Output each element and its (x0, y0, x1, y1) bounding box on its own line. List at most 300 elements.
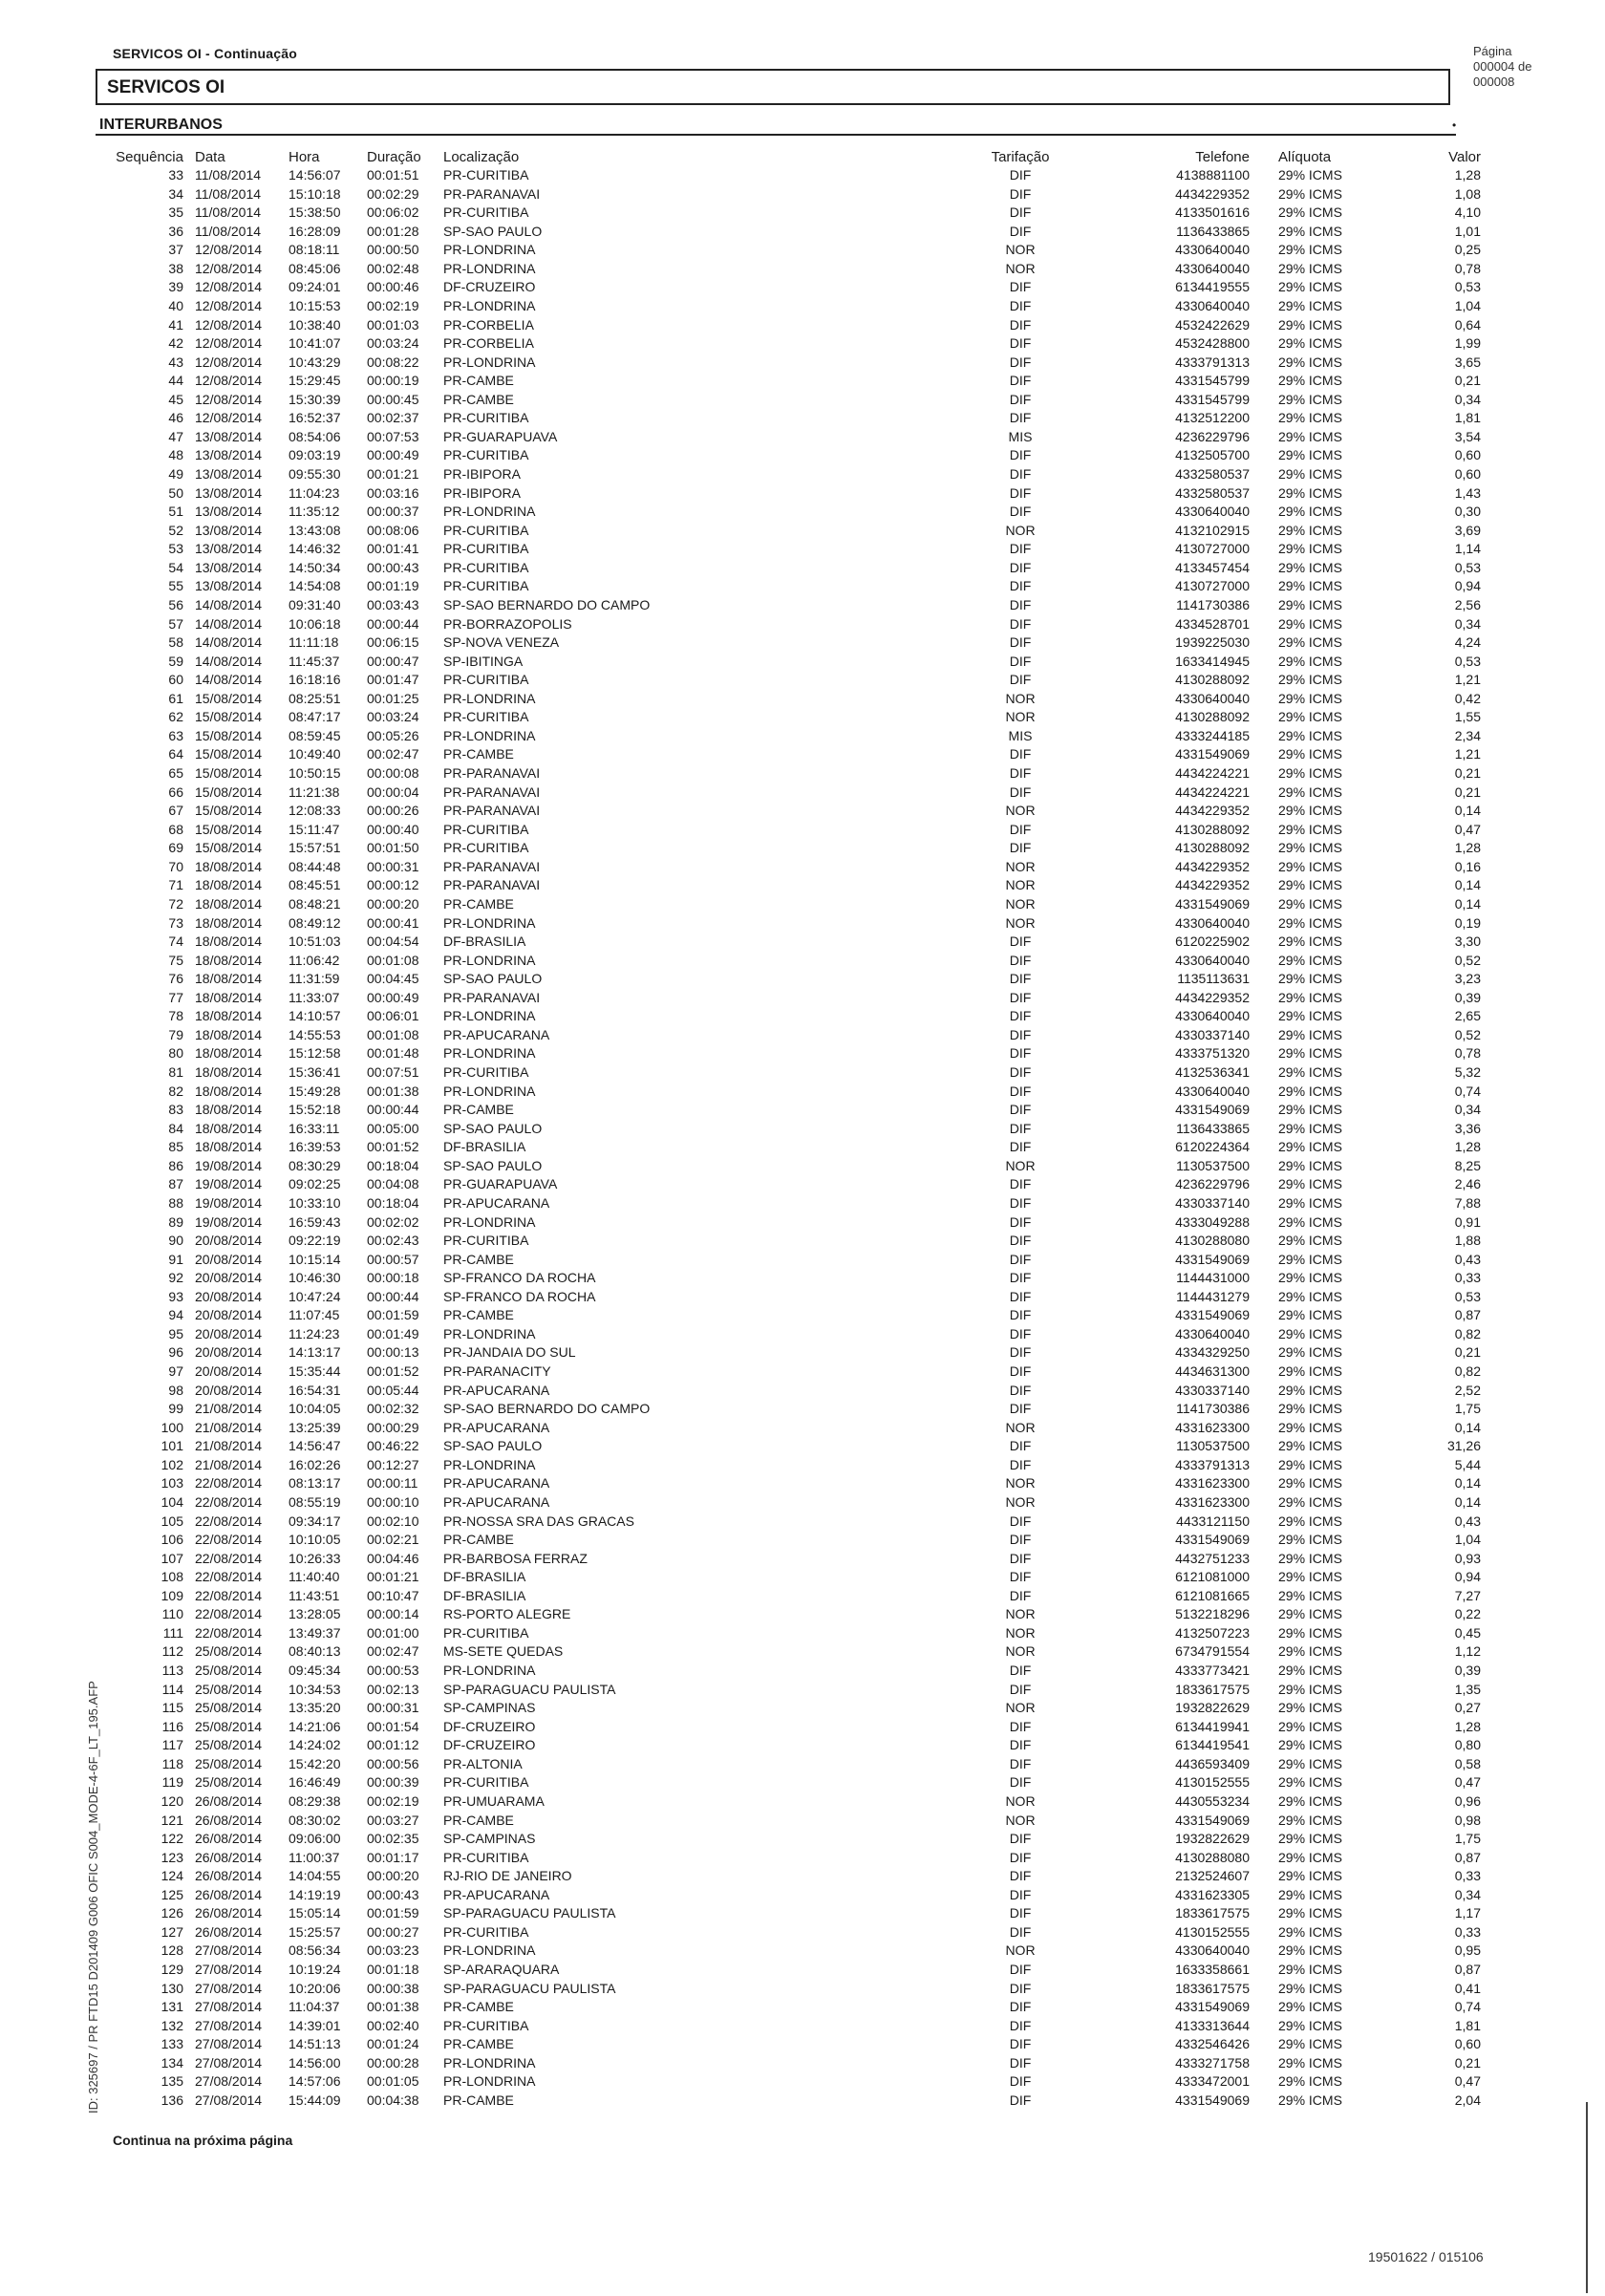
cell-valor: 0,25 (1454, 242, 1481, 258)
cell-valor: 1,28 (1454, 840, 1481, 856)
cell-sequencia: 37 (168, 242, 183, 258)
cell-localizacao: PR-LONDRINA (443, 260, 536, 276)
cell-duracao: 00:05:44 (367, 1382, 419, 1398)
cell-duracao: 00:01:03 (367, 316, 419, 333)
cell-hora: 10:15:14 (289, 1251, 341, 1267)
table-row (96, 970, 1481, 989)
cell-sequencia: 136 (160, 2092, 183, 2108)
cell-hora: 10:26:33 (289, 1550, 341, 1566)
cell-valor: 1,28 (1454, 1718, 1481, 1734)
cell-data: 15/08/2014 (195, 783, 263, 800)
cell-duracao: 00:04:54 (367, 933, 419, 950)
cell-aliquota: 29% ICMS (1278, 260, 1342, 276)
cell-telefone: 4330640040 (1175, 260, 1250, 276)
cell-telefone: 4330640040 (1175, 1942, 1250, 1959)
cell-sequencia: 45 (168, 391, 183, 407)
cell-data: 27/08/2014 (195, 1962, 263, 1977)
table-row (96, 1288, 1481, 1307)
cell-aliquota: 29% ICMS (1278, 1176, 1342, 1192)
cell-data: 12/08/2014 (195, 279, 263, 295)
cell-telefone: 1833617575 (1175, 1681, 1250, 1697)
cell-localizacao: PR-LONDRINA (443, 297, 536, 313)
cell-telefone: 4436593409 (1175, 1755, 1250, 1771)
cell-localizacao: MS-SETE QUEDAS (443, 1643, 564, 1660)
cell-valor: 1,14 (1454, 541, 1481, 557)
table-row (96, 1083, 1481, 1102)
cell-data: 25/08/2014 (195, 1755, 263, 1771)
cell-hora: 08:49:12 (289, 914, 341, 931)
cell-valor: 2,65 (1454, 1008, 1481, 1024)
cell-telefone: 4330640040 (1175, 1008, 1250, 1024)
table-row (96, 1587, 1481, 1606)
cell-tarifacao: NOR (1005, 709, 1036, 725)
table-row (96, 764, 1481, 783)
cell-tarifacao: DIF (1009, 1344, 1032, 1361)
cell-tarifacao: DIF (1009, 1962, 1032, 1977)
cell-hora: 14:13:17 (289, 1344, 341, 1361)
cell-valor: 0,87 (1454, 1849, 1481, 1865)
col-header-tarifacao: Tarifação (991, 149, 1050, 165)
cell-valor: 0,53 (1454, 653, 1481, 669)
cell-sequencia: 66 (168, 783, 183, 800)
cell-data: 12/08/2014 (195, 410, 263, 426)
cell-sequencia: 129 (160, 1962, 183, 1977)
cell-telefone: 4331545799 (1175, 391, 1250, 407)
cell-duracao: 00:01:51 (367, 167, 419, 182)
cell-data: 18/08/2014 (195, 952, 263, 968)
cell-valor: 3,36 (1454, 1120, 1481, 1136)
table-row (96, 1681, 1481, 1700)
cell-sequencia: 111 (162, 1624, 183, 1641)
cell-telefone: 4132536341 (1175, 1064, 1250, 1080)
cell-localizacao: PR-CAMBE (443, 1251, 514, 1267)
cell-localizacao: SP-PARAGUACU PAULISTA (443, 1905, 616, 1921)
cell-aliquota: 29% ICMS (1278, 578, 1342, 594)
table-row (96, 1251, 1481, 1270)
cell-hora: 14:51:13 (289, 2036, 341, 2052)
cell-valor: 0,21 (1454, 2054, 1481, 2071)
cell-telefone: 4434229352 (1175, 989, 1250, 1005)
cell-aliquota: 29% ICMS (1278, 1401, 1342, 1417)
cell-data: 26/08/2014 (195, 1923, 263, 1940)
cell-tarifacao: DIF (1009, 1456, 1032, 1472)
cell-localizacao: PR-UMUARAMA (443, 1792, 545, 1809)
cell-hora: 16:39:53 (289, 1139, 341, 1155)
cell-aliquota: 29% ICMS (1278, 858, 1342, 874)
table-row (96, 1007, 1481, 1026)
cell-aliquota: 29% ICMS (1278, 391, 1342, 407)
cell-tarifacao: DIF (1009, 1120, 1032, 1136)
cell-data: 25/08/2014 (195, 1737, 263, 1753)
cell-data: 13/08/2014 (195, 447, 263, 463)
cell-aliquota: 29% ICMS (1278, 297, 1342, 313)
cell-hora: 16:33:11 (289, 1120, 340, 1136)
cell-localizacao: PR-APUCARANA (443, 1382, 550, 1398)
cell-valor: 0,93 (1454, 1550, 1481, 1566)
cell-telefone: 1130537500 (1176, 1157, 1250, 1173)
cell-hora: 09:34:17 (289, 1513, 341, 1529)
cell-data: 15/08/2014 (195, 727, 263, 743)
cell-sequencia: 53 (168, 541, 183, 557)
cell-valor: 0,34 (1454, 1102, 1481, 1118)
cell-localizacao: SP-SAO BERNARDO DO CAMPO (443, 1401, 651, 1417)
cell-hora: 14:46:32 (289, 541, 341, 557)
cell-valor: 1,28 (1454, 1139, 1481, 1155)
cell-aliquota: 29% ICMS (1278, 2073, 1342, 2090)
cell-localizacao: DF-BRASILIA (443, 1587, 526, 1603)
cell-localizacao: PR-LONDRINA (443, 914, 536, 931)
cell-hora: 15:05:14 (289, 1905, 341, 1921)
cell-sequencia: 81 (168, 1064, 183, 1080)
cell-tarifacao: DIF (1009, 447, 1032, 463)
cell-sequencia: 107 (160, 1550, 183, 1566)
cell-aliquota: 29% ICMS (1278, 877, 1342, 893)
cell-telefone: 4434229352 (1175, 877, 1250, 893)
cell-localizacao: PR-LONDRINA (443, 354, 536, 370)
cell-localizacao: PR-LONDRINA (443, 2054, 536, 2071)
cell-sequencia: 79 (168, 1026, 183, 1042)
cell-data: 15/08/2014 (195, 690, 263, 706)
cell-tarifacao: DIF (1009, 840, 1032, 856)
cell-localizacao: SP-SAO PAULO (443, 1120, 543, 1136)
cell-hora: 13:35:20 (289, 1700, 341, 1716)
cell-tarifacao: DIF (1009, 1587, 1032, 1603)
cell-data: 22/08/2014 (195, 1532, 263, 1548)
cell-duracao: 00:03:16 (367, 484, 419, 501)
cell-data: 13/08/2014 (195, 578, 263, 594)
table-row (96, 1642, 1481, 1662)
cell-valor: 0,33 (1454, 1270, 1481, 1286)
cell-localizacao: SP-FRANCO DA ROCHA (443, 1288, 596, 1304)
cell-localizacao: PR-LONDRINA (443, 1083, 536, 1099)
cell-duracao: 00:12:27 (367, 1456, 419, 1472)
cell-sequencia: 135 (160, 2073, 183, 2090)
cell-duracao: 00:02:47 (367, 1643, 419, 1660)
cell-hora: 15:38:50 (289, 204, 341, 221)
cell-hora: 16:46:49 (289, 1774, 341, 1791)
side-document-id: ID: 325697 / PR FTD15 D201409 G006 OFIC S004_MODE-4-6F_LT_195.AFP (86, 1681, 100, 2114)
cell-tarifacao: MIS (1008, 727, 1033, 743)
cell-aliquota: 29% ICMS (1278, 1213, 1342, 1230)
cell-tarifacao: DIF (1009, 2073, 1032, 2090)
cell-sequencia: 124 (160, 1868, 183, 1884)
cell-data: 21/08/2014 (195, 1456, 263, 1472)
cell-tarifacao: DIF (1009, 952, 1032, 968)
cell-sequencia: 125 (160, 1886, 183, 1902)
cell-telefone: 4130152555 (1175, 1774, 1250, 1791)
cell-localizacao: PR-CAMBE (443, 1307, 514, 1323)
cell-sequencia: 48 (168, 447, 183, 463)
cell-sequencia: 72 (168, 895, 183, 912)
cell-tarifacao: DIF (1009, 391, 1032, 407)
cell-localizacao: PR-PARANAVAI (443, 765, 541, 781)
cell-aliquota: 29% ICMS (1278, 1737, 1342, 1753)
cell-hora: 14:39:01 (289, 2017, 341, 2033)
cell-hora: 08:44:48 (289, 858, 341, 874)
cell-data: 25/08/2014 (195, 1643, 263, 1660)
cell-data: 26/08/2014 (195, 1849, 263, 1865)
cell-valor: 0,94 (1454, 578, 1481, 594)
cell-localizacao: PR-BARBOSA FERRAZ (443, 1550, 588, 1566)
cell-sequencia: 78 (168, 1008, 183, 1024)
cell-valor: 3,65 (1454, 354, 1481, 370)
table-row (96, 858, 1481, 877)
cell-telefone: 6134419555 (1175, 279, 1250, 295)
cell-valor: 5,44 (1454, 1456, 1481, 1472)
cell-data: 13/08/2014 (195, 559, 263, 575)
cell-data: 15/08/2014 (195, 821, 263, 837)
cell-localizacao: PR-CURITIBA (443, 1849, 529, 1865)
cell-duracao: 00:01:47 (367, 672, 419, 688)
cell-localizacao: SP-PARAGUACU PAULISTA (443, 1681, 616, 1697)
cell-aliquota: 29% ICMS (1278, 1363, 1342, 1379)
cell-sequencia: 35 (168, 204, 183, 221)
cell-duracao: 00:00:37 (367, 504, 419, 520)
cell-sequencia: 91 (168, 1251, 183, 1267)
cell-tarifacao: DIF (1009, 1999, 1032, 2015)
cell-telefone: 1141730386 (1176, 596, 1250, 612)
cell-telefone: 4331623300 (1175, 1419, 1250, 1435)
cell-hora: 15:35:44 (289, 1363, 341, 1379)
table-row (96, 1400, 1481, 1419)
cell-sequencia: 106 (160, 1532, 183, 1548)
cell-hora: 14:19:19 (289, 1886, 341, 1902)
cell-valor: 1,81 (1454, 410, 1481, 426)
cell-hora: 11:24:23 (289, 1325, 340, 1341)
cell-telefone: 6120224364 (1175, 1139, 1250, 1155)
cell-data: 11/08/2014 (195, 204, 262, 221)
cell-telefone: 4332580537 (1175, 484, 1250, 501)
cell-data: 18/08/2014 (195, 1102, 263, 1118)
cell-tarifacao: DIF (1009, 279, 1032, 295)
cell-tarifacao: DIF (1009, 596, 1032, 612)
cell-sequencia: 33 (168, 167, 183, 182)
cell-duracao: 00:00:20 (367, 1868, 419, 1884)
cell-localizacao: SP-FRANCO DA ROCHA (443, 1270, 596, 1286)
cell-telefone: 4430553234 (1175, 1792, 1250, 1809)
cell-localizacao: PR-APUCARANA (443, 1493, 550, 1510)
cell-tarifacao: NOR (1005, 803, 1036, 819)
cell-valor: 0,82 (1454, 1363, 1481, 1379)
cell-tarifacao: DIF (1009, 1213, 1032, 1230)
cell-duracao: 00:00:31 (367, 1700, 419, 1716)
cell-valor: 0,78 (1454, 260, 1481, 276)
cell-hora: 11:35:12 (289, 504, 340, 520)
cell-valor: 1,88 (1454, 1233, 1481, 1249)
cell-hora: 16:28:09 (289, 223, 341, 239)
cell-data: 20/08/2014 (195, 1270, 263, 1286)
cell-hora: 08:29:38 (289, 1792, 341, 1809)
cell-valor: 0,53 (1454, 279, 1481, 295)
cell-aliquota: 29% ICMS (1278, 783, 1342, 800)
cell-duracao: 00:02:35 (367, 1831, 419, 1847)
cell-duracao: 00:02:29 (367, 185, 419, 202)
cell-duracao: 00:03:43 (367, 596, 419, 612)
cell-tarifacao: NOR (1005, 1812, 1036, 1828)
table-row (96, 2072, 1481, 2092)
cell-hora: 10:43:29 (289, 354, 341, 370)
cell-aliquota: 29% ICMS (1278, 1606, 1342, 1622)
cell-tarifacao: DIF (1009, 1401, 1032, 1417)
cell-hora: 08:30:02 (289, 1812, 341, 1828)
cell-valor: 7,88 (1454, 1194, 1481, 1211)
col-header-aliquota: Alíquota (1278, 149, 1332, 165)
cell-valor: 0,14 (1454, 1475, 1481, 1491)
cell-sequencia: 112 (161, 1643, 183, 1660)
cell-localizacao: PR-CURITIBA (443, 447, 529, 463)
cell-valor: 0,21 (1454, 765, 1481, 781)
cell-data: 27/08/2014 (195, 2092, 263, 2108)
cell-localizacao: PR-CURITIBA (443, 204, 529, 221)
cell-tarifacao: DIF (1009, 185, 1032, 202)
cell-localizacao: PR-ALTONIA (443, 1755, 523, 1771)
cell-duracao: 00:04:45 (367, 971, 419, 987)
cell-duracao: 00:01:24 (367, 2036, 419, 2052)
cell-telefone: 4331545799 (1175, 373, 1250, 389)
document-header-line: SERVICOS OI - Continuação (113, 46, 297, 61)
table-row (96, 1513, 1481, 1532)
cell-telefone: 4130727000 (1175, 541, 1250, 557)
cell-data: 18/08/2014 (195, 877, 263, 893)
cell-telefone: 4133313644 (1175, 2017, 1250, 2033)
cell-data: 20/08/2014 (195, 1382, 263, 1398)
cell-hora: 10:10:05 (289, 1532, 341, 1548)
cell-data: 12/08/2014 (195, 260, 263, 276)
cell-valor: 0,43 (1454, 1251, 1481, 1267)
cell-tarifacao: DIF (1009, 1737, 1032, 1753)
cell-localizacao: PR-CAMBE (443, 1812, 514, 1828)
cell-valor: 0,95 (1454, 1942, 1481, 1959)
cell-tarifacao: NOR (1005, 1792, 1036, 1809)
cell-tarifacao: DIF (1009, 1102, 1032, 1118)
table-row (96, 1998, 1481, 2017)
section-title-box (96, 69, 1450, 105)
cell-data: 15/08/2014 (195, 840, 263, 856)
cell-hora: 14:56:00 (289, 2054, 341, 2071)
cell-telefone: 1833617575 (1175, 1905, 1250, 1921)
cell-duracao: 00:02:47 (367, 746, 419, 762)
cell-data: 13/08/2014 (195, 522, 263, 538)
cell-localizacao: PR-CURITIBA (443, 1923, 529, 1940)
cell-valor: 1,12 (1454, 1643, 1481, 1660)
col-header-data: Data (195, 149, 225, 165)
table-row (96, 204, 1481, 223)
cell-data: 22/08/2014 (195, 1587, 263, 1603)
cell-sequencia: 102 (160, 1456, 183, 1472)
cell-valor: 1,21 (1454, 672, 1481, 688)
cell-valor: 2,04 (1454, 2092, 1481, 2108)
cell-aliquota: 29% ICMS (1278, 1663, 1342, 1678)
cell-localizacao: PR-PARANACITY (443, 1363, 551, 1379)
cell-localizacao: PR-BORRAZOPOLIS (443, 615, 572, 632)
calls-table (96, 149, 1481, 2111)
cell-duracao: 00:00:20 (367, 895, 419, 912)
cell-duracao: 00:00:13 (367, 1344, 419, 1361)
table-row (96, 1923, 1481, 1942)
cell-hora: 10:41:07 (289, 335, 341, 352)
cell-aliquota: 29% ICMS (1278, 1700, 1342, 1716)
cell-duracao: 00:02:32 (367, 1401, 419, 1417)
cell-sequencia: 126 (160, 1905, 183, 1921)
cell-aliquota: 29% ICMS (1278, 803, 1342, 819)
cell-telefone: 4130288092 (1175, 672, 1250, 688)
cell-telefone: 4434224221 (1175, 783, 1250, 800)
cell-localizacao: DF-BRASILIA (443, 933, 526, 950)
cell-duracao: 00:01:25 (367, 690, 419, 706)
cell-telefone: 4331549069 (1175, 895, 1250, 912)
cell-sequencia: 131 (160, 1999, 183, 2015)
cell-tarifacao: DIF (1009, 1849, 1032, 1865)
cell-telefone: 4330640040 (1175, 914, 1250, 931)
cell-sequencia: 80 (168, 1045, 183, 1062)
cell-data: 18/08/2014 (195, 1120, 263, 1136)
cell-aliquota: 29% ICMS (1278, 1438, 1342, 1454)
cell-tarifacao: NOR (1005, 1493, 1036, 1510)
cell-valor: 0,27 (1454, 1700, 1481, 1716)
cell-data: 12/08/2014 (195, 297, 263, 313)
cell-valor: 2,52 (1454, 1382, 1481, 1398)
cell-data: 25/08/2014 (195, 1774, 263, 1791)
cell-hora: 08:18:11 (289, 242, 340, 258)
cell-tarifacao: DIF (1009, 1886, 1032, 1902)
cell-duracao: 00:00:38 (367, 1980, 419, 1996)
cell-hora: 10:34:53 (289, 1681, 341, 1697)
cell-telefone: 4331623300 (1175, 1493, 1250, 1510)
cell-sequencia: 47 (168, 428, 183, 444)
cell-data: 18/08/2014 (195, 933, 263, 950)
cell-localizacao: RJ-RIO DE JANEIRO (443, 1868, 572, 1884)
cell-sequencia: 59 (168, 653, 183, 669)
table-row (96, 690, 1481, 709)
cell-data: 14/08/2014 (195, 672, 263, 688)
cell-sequencia: 94 (168, 1307, 183, 1323)
cell-localizacao: PR-LONDRINA (443, 1008, 536, 1024)
cell-hora: 10:46:30 (289, 1270, 341, 1286)
cell-sequencia: 63 (168, 727, 183, 743)
col-header-valor: Valor (1448, 149, 1481, 165)
cell-telefone: 4330337140 (1175, 1194, 1250, 1211)
table-row (96, 671, 1481, 690)
cell-hora: 15:42:20 (289, 1755, 341, 1771)
cell-telefone: 1633358661 (1175, 1962, 1250, 1977)
cell-hora: 14:04:55 (289, 1868, 341, 1884)
cell-hora: 13:25:39 (289, 1419, 341, 1435)
cell-hora: 08:45:51 (289, 877, 341, 893)
cell-localizacao: PR-APUCARANA (443, 1419, 550, 1435)
cell-sequencia: 103 (160, 1475, 183, 1491)
cell-aliquota: 29% ICMS (1278, 690, 1342, 706)
cell-hora: 08:13:17 (289, 1475, 341, 1491)
cell-duracao: 00:08:06 (367, 522, 419, 538)
cell-localizacao: PR-APUCARANA (443, 1475, 550, 1491)
cell-sequencia: 88 (168, 1194, 183, 1211)
cell-sequencia: 38 (168, 260, 183, 276)
cell-tarifacao: DIF (1009, 1176, 1032, 1192)
cell-duracao: 00:01:00 (367, 1624, 419, 1641)
table-row (96, 297, 1481, 316)
cell-hora: 14:55:53 (289, 1026, 341, 1042)
cell-sequencia: 39 (168, 279, 183, 295)
cell-duracao: 00:01:52 (367, 1363, 419, 1379)
table-row (96, 952, 1481, 971)
cell-valor: 1,43 (1454, 484, 1481, 501)
cell-duracao: 00:01:48 (367, 1045, 419, 1062)
cell-hora: 13:49:37 (289, 1624, 341, 1641)
cell-duracao: 00:00:57 (367, 1251, 419, 1267)
table-row (96, 354, 1481, 373)
cell-telefone: 4333244185 (1175, 727, 1250, 743)
cell-duracao: 00:00:26 (367, 803, 419, 819)
